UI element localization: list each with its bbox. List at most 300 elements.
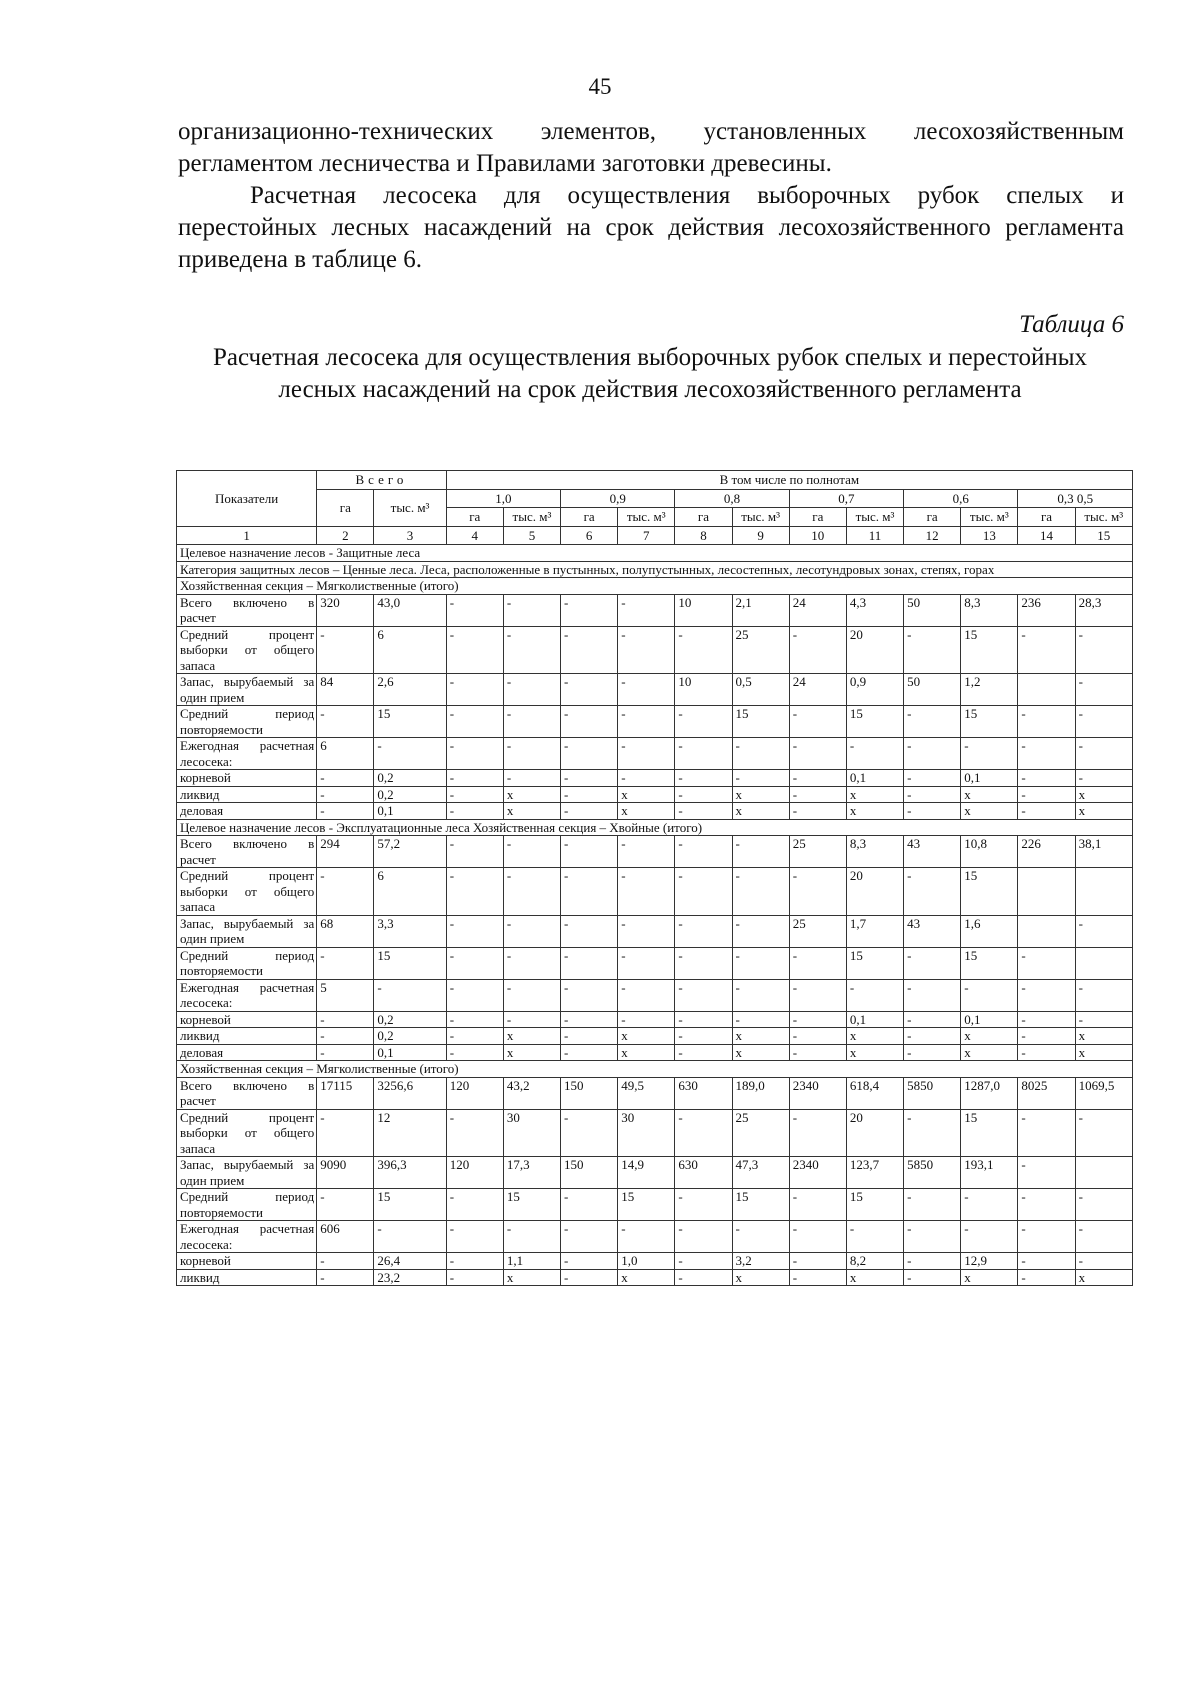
table-cell: - (732, 1011, 789, 1028)
table-cell: 6 (374, 868, 446, 916)
table-cell: - (317, 1253, 374, 1270)
table-cell: - (846, 738, 903, 770)
table-cell: - (732, 979, 789, 1011)
section-row (177, 545, 1133, 562)
table-cell: - (503, 738, 560, 770)
row-label: Средний процент выборки от общего запаса (177, 626, 317, 674)
table-cell (1075, 868, 1132, 916)
row-label: Средний процент выборки от общего запаса (177, 868, 317, 916)
header-indicators: Показатели (177, 471, 317, 527)
table-cell: 4,3 (846, 594, 903, 626)
table-cell: 15 (961, 868, 1018, 916)
table-cell: - (561, 1269, 618, 1286)
table-cell: - (1075, 1011, 1132, 1028)
table-cell: - (675, 836, 732, 868)
table-cell: - (374, 979, 446, 1011)
table-cell: x (732, 803, 789, 820)
table-cell: 0,1 (846, 770, 903, 787)
table-cell: 15 (374, 947, 446, 979)
table-cell: - (561, 626, 618, 674)
table-cell: 15 (961, 947, 1018, 979)
table-cell: 0,2 (374, 1011, 446, 1028)
table-cell: 15 (961, 1109, 1018, 1157)
table-cell: x (961, 1028, 1018, 1045)
table-cell: - (317, 868, 374, 916)
table-cell: - (789, 786, 846, 803)
table-cell: - (561, 1044, 618, 1061)
table-cell: - (732, 947, 789, 979)
header-density: 0,6 (904, 489, 1018, 508)
table-cell: 8,3 (846, 836, 903, 868)
header-unit-thousand-m3: тыс. м³ (846, 508, 903, 527)
table-cell: - (317, 1269, 374, 1286)
table-cell: - (904, 947, 961, 979)
table-cell: - (618, 738, 675, 770)
row-label: Средний период повторяемости (177, 1189, 317, 1221)
table-cell: - (561, 803, 618, 820)
table-cell: 24 (789, 674, 846, 706)
row-label: Средний период повторяемости (177, 706, 317, 738)
table-cell: 43 (904, 915, 961, 947)
row-label: ликвид (177, 1028, 317, 1045)
table-row (177, 1011, 1133, 1028)
table-cell: - (446, 1109, 503, 1157)
row-label: Средний период повторяемости (177, 947, 317, 979)
table-cell: - (618, 1221, 675, 1253)
table-cell: x (846, 1044, 903, 1061)
column-number: 3 (374, 526, 446, 545)
table-cell: - (561, 1253, 618, 1270)
table-row (177, 706, 1133, 738)
table-cell: 0,2 (374, 1028, 446, 1045)
table-row (177, 915, 1133, 947)
table-cell: 8,2 (846, 1253, 903, 1270)
table-cell: 5 (317, 979, 374, 1011)
table-cell: 120 (446, 1077, 503, 1109)
page-number: 45 (588, 74, 612, 99)
table-cell: x (618, 1269, 675, 1286)
table-row (177, 1221, 1133, 1253)
header-unit-thousand-m3: тыс. м³ (618, 508, 675, 527)
table-cell: - (904, 979, 961, 1011)
row-label: ликвид (177, 1269, 317, 1286)
table-cell: - (1018, 1044, 1075, 1061)
table-cell: - (1018, 1221, 1075, 1253)
table-cell: 68 (317, 915, 374, 947)
table-cell: - (1018, 738, 1075, 770)
table-cell: x (846, 786, 903, 803)
section-heading: Хозяйственная секция – Мягколиственные (итого) (177, 1061, 1133, 1078)
table-cell: - (446, 947, 503, 979)
table-row (177, 1253, 1133, 1270)
table-cell: - (904, 803, 961, 820)
table-cell: - (618, 594, 675, 626)
table-cell: - (1018, 1269, 1075, 1286)
table-cell: - (446, 868, 503, 916)
table-cell: - (618, 836, 675, 868)
table-cell: - (1018, 947, 1075, 979)
table-cell: 12,9 (961, 1253, 1018, 1270)
table-cell: x (503, 803, 560, 820)
table-cell: 25 (789, 915, 846, 947)
table-cell: 43,2 (503, 1077, 560, 1109)
table-cell: - (561, 738, 618, 770)
table-cell: - (446, 1011, 503, 1028)
table-cell: - (904, 1028, 961, 1045)
table-cell: 618,4 (846, 1077, 903, 1109)
column-number: 4 (446, 526, 503, 545)
row-label: Запас, вырубаемый за один прием (177, 915, 317, 947)
table-cell: - (618, 947, 675, 979)
forest-cut-table (176, 470, 1133, 1286)
table-cell: - (503, 674, 560, 706)
table-cell: 630 (675, 1077, 732, 1109)
table-cell: x (503, 1044, 560, 1061)
table-cell: 38,1 (1075, 836, 1132, 868)
table-cell: 189,0 (732, 1077, 789, 1109)
table-row (177, 1269, 1133, 1286)
table-cell: - (961, 1221, 1018, 1253)
table-row (177, 1044, 1133, 1061)
column-number: 7 (618, 526, 675, 545)
table-cell: - (618, 979, 675, 1011)
table-cell: 1,7 (846, 915, 903, 947)
section-heading: Категория защитных лесов – Ценные леса. Леса, расположенные в пустынных, полупустынных, лесостепных, лесотундровых зонах, степях, горах (177, 561, 1133, 578)
row-label: Всего включено в расчет (177, 1077, 317, 1109)
table-cell: - (1018, 803, 1075, 820)
table-cell: - (317, 786, 374, 803)
table-cell: - (1075, 1253, 1132, 1270)
row-label: Запас, вырубаемый за один прием (177, 674, 317, 706)
paragraph-intro: Расчетная лесосека для осуществления выборочных рубок спелых и перестойных лесных насаждений на срок действия лесохозяйственного регламента приведена в таблице 6. (178, 182, 1124, 273)
header-unit-thousand-m3: тыс. м³ (503, 508, 560, 527)
table-cell: 10 (675, 674, 732, 706)
table-cell: - (904, 1221, 961, 1253)
table-cell: - (789, 706, 846, 738)
column-number: 9 (732, 526, 789, 545)
table-cell: - (561, 868, 618, 916)
column-number: 2 (317, 526, 374, 545)
table-cell: - (446, 1221, 503, 1253)
table-cell: 236 (1018, 594, 1075, 626)
row-label: Запас, вырубаемый за один прием (177, 1157, 317, 1189)
table-cell: - (446, 836, 503, 868)
table-cell: - (789, 1253, 846, 1270)
table-cell: - (561, 979, 618, 1011)
table-cell: - (446, 674, 503, 706)
table-cell: - (317, 706, 374, 738)
table-cell: - (675, 770, 732, 787)
table-cell: 1069,5 (1075, 1077, 1132, 1109)
row-label: Всего включено в расчет (177, 594, 317, 626)
table-cell: - (1075, 1109, 1132, 1157)
table-cell (1018, 674, 1075, 706)
header-unit-ha: га (446, 508, 503, 527)
table-cell: 26,4 (374, 1253, 446, 1270)
table-cell: - (503, 868, 560, 916)
table-cell: - (904, 706, 961, 738)
table-cell: 6 (317, 738, 374, 770)
table-cell: x (961, 1269, 1018, 1286)
table-cell: 25 (732, 626, 789, 674)
table-cell: - (675, 1269, 732, 1286)
table-cell: 84 (317, 674, 374, 706)
table-cell: - (618, 674, 675, 706)
table-cell: 0,1 (374, 803, 446, 820)
table-cell: 150 (561, 1157, 618, 1189)
table-cell: - (675, 1253, 732, 1270)
table-cell: - (675, 1044, 732, 1061)
table-cell: - (1075, 738, 1132, 770)
table-cell: - (561, 770, 618, 787)
table-cell: x (732, 1028, 789, 1045)
table-cell: - (1018, 1109, 1075, 1157)
table-cell: 1,0 (618, 1253, 675, 1270)
table-cell: - (675, 947, 732, 979)
table-cell: - (503, 915, 560, 947)
table-cell: 57,2 (374, 836, 446, 868)
header-unit-thousand-m3: тыс. м³ (732, 508, 789, 527)
table-cell: - (732, 1221, 789, 1253)
table-cell: - (789, 1189, 846, 1221)
section-row (177, 578, 1133, 595)
table-cell: 1,2 (961, 674, 1018, 706)
column-number: 12 (904, 526, 961, 545)
header-ha: га (317, 489, 374, 526)
row-label: корневой (177, 770, 317, 787)
table-cell: 5850 (904, 1157, 961, 1189)
table-cell: - (675, 706, 732, 738)
table-cell: - (904, 1011, 961, 1028)
table-cell: - (446, 1044, 503, 1061)
table-cell: - (732, 836, 789, 868)
table-cell: x (846, 803, 903, 820)
table-cell: - (317, 1011, 374, 1028)
table-row (177, 947, 1133, 979)
table-cell: - (317, 626, 374, 674)
table-cell: - (618, 770, 675, 787)
table-cell: - (446, 915, 503, 947)
table-cell (1018, 915, 1075, 947)
table-row (177, 786, 1133, 803)
table-cell: x (961, 786, 1018, 803)
table-cell: - (1018, 1253, 1075, 1270)
table-cell: x (732, 1044, 789, 1061)
column-number: 11 (846, 526, 903, 545)
table-cell: - (789, 1269, 846, 1286)
table-cell: 0,9 (846, 674, 903, 706)
table-cell: x (1075, 786, 1132, 803)
header-incl-density: В том числе по полнотам (446, 471, 1132, 490)
table-cell: - (561, 674, 618, 706)
table-row (177, 594, 1133, 626)
paragraph-continuation: организационно-технических элементов, установленных лесохозяйственным регламентом лесничества и Правилами заготовки древесины. (178, 118, 1124, 177)
table-cell: 24 (789, 594, 846, 626)
table-cell: 2340 (789, 1157, 846, 1189)
table-cell: - (904, 786, 961, 803)
table-title: Расчетная лесосека для осуществления выборочных рубок спелых и перестойных лесных насаждений на срок действия лесохозяйственного регламента (212, 344, 1088, 403)
table-cell: 20 (846, 626, 903, 674)
table-cell: 14,9 (618, 1157, 675, 1189)
table-cell: x (503, 1028, 560, 1045)
table-cell: 50 (904, 674, 961, 706)
table-cell: x (732, 1269, 789, 1286)
table-cell: - (503, 1221, 560, 1253)
table-row (177, 1077, 1133, 1109)
table-cell: - (1018, 1011, 1075, 1028)
table-cell: - (1075, 1189, 1132, 1221)
table-row (177, 1157, 1133, 1189)
table-cell: x (732, 786, 789, 803)
table-cell: 0,1 (961, 1011, 1018, 1028)
table-cell: - (1075, 626, 1132, 674)
table-cell: 23,2 (374, 1269, 446, 1286)
table-cell: - (446, 738, 503, 770)
table-cell: 3,3 (374, 915, 446, 947)
row-label: Ежегодная расчетная лесосека: (177, 1221, 317, 1253)
table-cell: - (317, 1044, 374, 1061)
table-cell: x (503, 786, 560, 803)
table-cell: - (446, 626, 503, 674)
table-cell: x (846, 1028, 903, 1045)
table-cell: - (561, 594, 618, 626)
table-cell: - (789, 868, 846, 916)
table-cell: 123,7 (846, 1157, 903, 1189)
row-label: Ежегодная расчетная лесосека: (177, 979, 317, 1011)
table-cell: - (446, 786, 503, 803)
table-cell: x (846, 1269, 903, 1286)
table-row (177, 1028, 1133, 1045)
column-number: 6 (561, 526, 618, 545)
table-cell: - (503, 947, 560, 979)
table-cell: 226 (1018, 836, 1075, 868)
table-cell: - (675, 626, 732, 674)
table-cell: - (1018, 1028, 1075, 1045)
table-cell: - (732, 770, 789, 787)
table-cell: 28,3 (1075, 594, 1132, 626)
table-cell: - (446, 770, 503, 787)
table-cell: - (561, 947, 618, 979)
table-cell: - (317, 947, 374, 979)
table-row (177, 770, 1133, 787)
table-cell: 43,0 (374, 594, 446, 626)
table-cell: 15 (503, 1189, 560, 1221)
column-number: 10 (789, 526, 846, 545)
table-cell: 320 (317, 594, 374, 626)
table-cell: - (732, 915, 789, 947)
table-cell: 0,1 (374, 1044, 446, 1061)
table-cell: x (1075, 1044, 1132, 1061)
table-cell: 30 (503, 1109, 560, 1157)
table-cell: - (904, 1269, 961, 1286)
row-label: Ежегодная расчетная лесосека: (177, 738, 317, 770)
table-cell: 606 (317, 1221, 374, 1253)
table-cell: - (618, 868, 675, 916)
header-unit-ha: га (561, 508, 618, 527)
table-cell: - (446, 594, 503, 626)
table-cell: - (961, 979, 1018, 1011)
table-cell: 1,1 (503, 1253, 560, 1270)
table-cell: 193,1 (961, 1157, 1018, 1189)
table-cell: - (561, 1221, 618, 1253)
row-label: ликвид (177, 786, 317, 803)
table-cell: x (1075, 1028, 1132, 1045)
table-cell: - (317, 1109, 374, 1157)
table-cell: - (561, 836, 618, 868)
table-cell: 49,5 (618, 1077, 675, 1109)
table-cell: - (904, 770, 961, 787)
table-cell: - (1018, 706, 1075, 738)
table-cell: - (561, 915, 618, 947)
header-density: 0,3 0,5 (1018, 489, 1133, 508)
table-cell: 1287,0 (961, 1077, 1018, 1109)
table-cell: - (561, 1189, 618, 1221)
header-unit-ha: га (1018, 508, 1075, 527)
table-cell: 20 (846, 1109, 903, 1157)
body-text (178, 116, 1124, 276)
table-cell: - (789, 770, 846, 787)
table-cell: x (961, 1044, 1018, 1061)
table-cell: - (675, 803, 732, 820)
column-number: 5 (503, 526, 560, 545)
section-heading: Целевое назначение лесов - Эксплуатационные леса Хозяйственная секция – Хвойные (итого) (177, 819, 1133, 836)
table-cell: 50 (904, 594, 961, 626)
table-cell: 0,1 (846, 1011, 903, 1028)
header-density: 0,8 (675, 489, 789, 508)
table-row (177, 868, 1133, 916)
header-total: Всего (317, 471, 446, 490)
table-cell: 396,3 (374, 1157, 446, 1189)
table-cell: 3256,6 (374, 1077, 446, 1109)
table-cell: - (675, 1189, 732, 1221)
row-label: деловая (177, 1044, 317, 1061)
table-cell: x (618, 803, 675, 820)
column-number: 1 (177, 526, 317, 545)
table-cell: - (561, 1011, 618, 1028)
table-cell: - (317, 770, 374, 787)
table-row (177, 979, 1133, 1011)
table-cell: 15 (846, 1189, 903, 1221)
table-row (177, 1109, 1133, 1157)
table-cell: - (317, 1189, 374, 1221)
header-unit-ha: га (789, 508, 846, 527)
table-cell: 25 (732, 1109, 789, 1157)
table-cell: - (789, 803, 846, 820)
table-cell: 17115 (317, 1077, 374, 1109)
table-row (177, 803, 1133, 820)
table-cell: x (1075, 803, 1132, 820)
table-row (177, 738, 1133, 770)
table-cell: - (675, 1221, 732, 1253)
table-cell: - (904, 1253, 961, 1270)
table-cell: 150 (561, 1077, 618, 1109)
table-row (177, 1189, 1133, 1221)
table-cell: - (675, 738, 732, 770)
row-label: Средний процент выборки от общего запаса (177, 1109, 317, 1157)
table-cell: - (1018, 1157, 1075, 1189)
table-label: Таблица 6 (1019, 311, 1124, 338)
table-cell: 15 (374, 706, 446, 738)
table-cell: x (961, 803, 1018, 820)
table-cell: 15 (846, 706, 903, 738)
row-label: корневой (177, 1011, 317, 1028)
table-cell: - (789, 738, 846, 770)
table-cell: 43 (904, 836, 961, 868)
table-cell: - (904, 1109, 961, 1157)
table-row (177, 626, 1133, 674)
table-cell: - (446, 979, 503, 1011)
row-label: Всего включено в расчет (177, 836, 317, 868)
